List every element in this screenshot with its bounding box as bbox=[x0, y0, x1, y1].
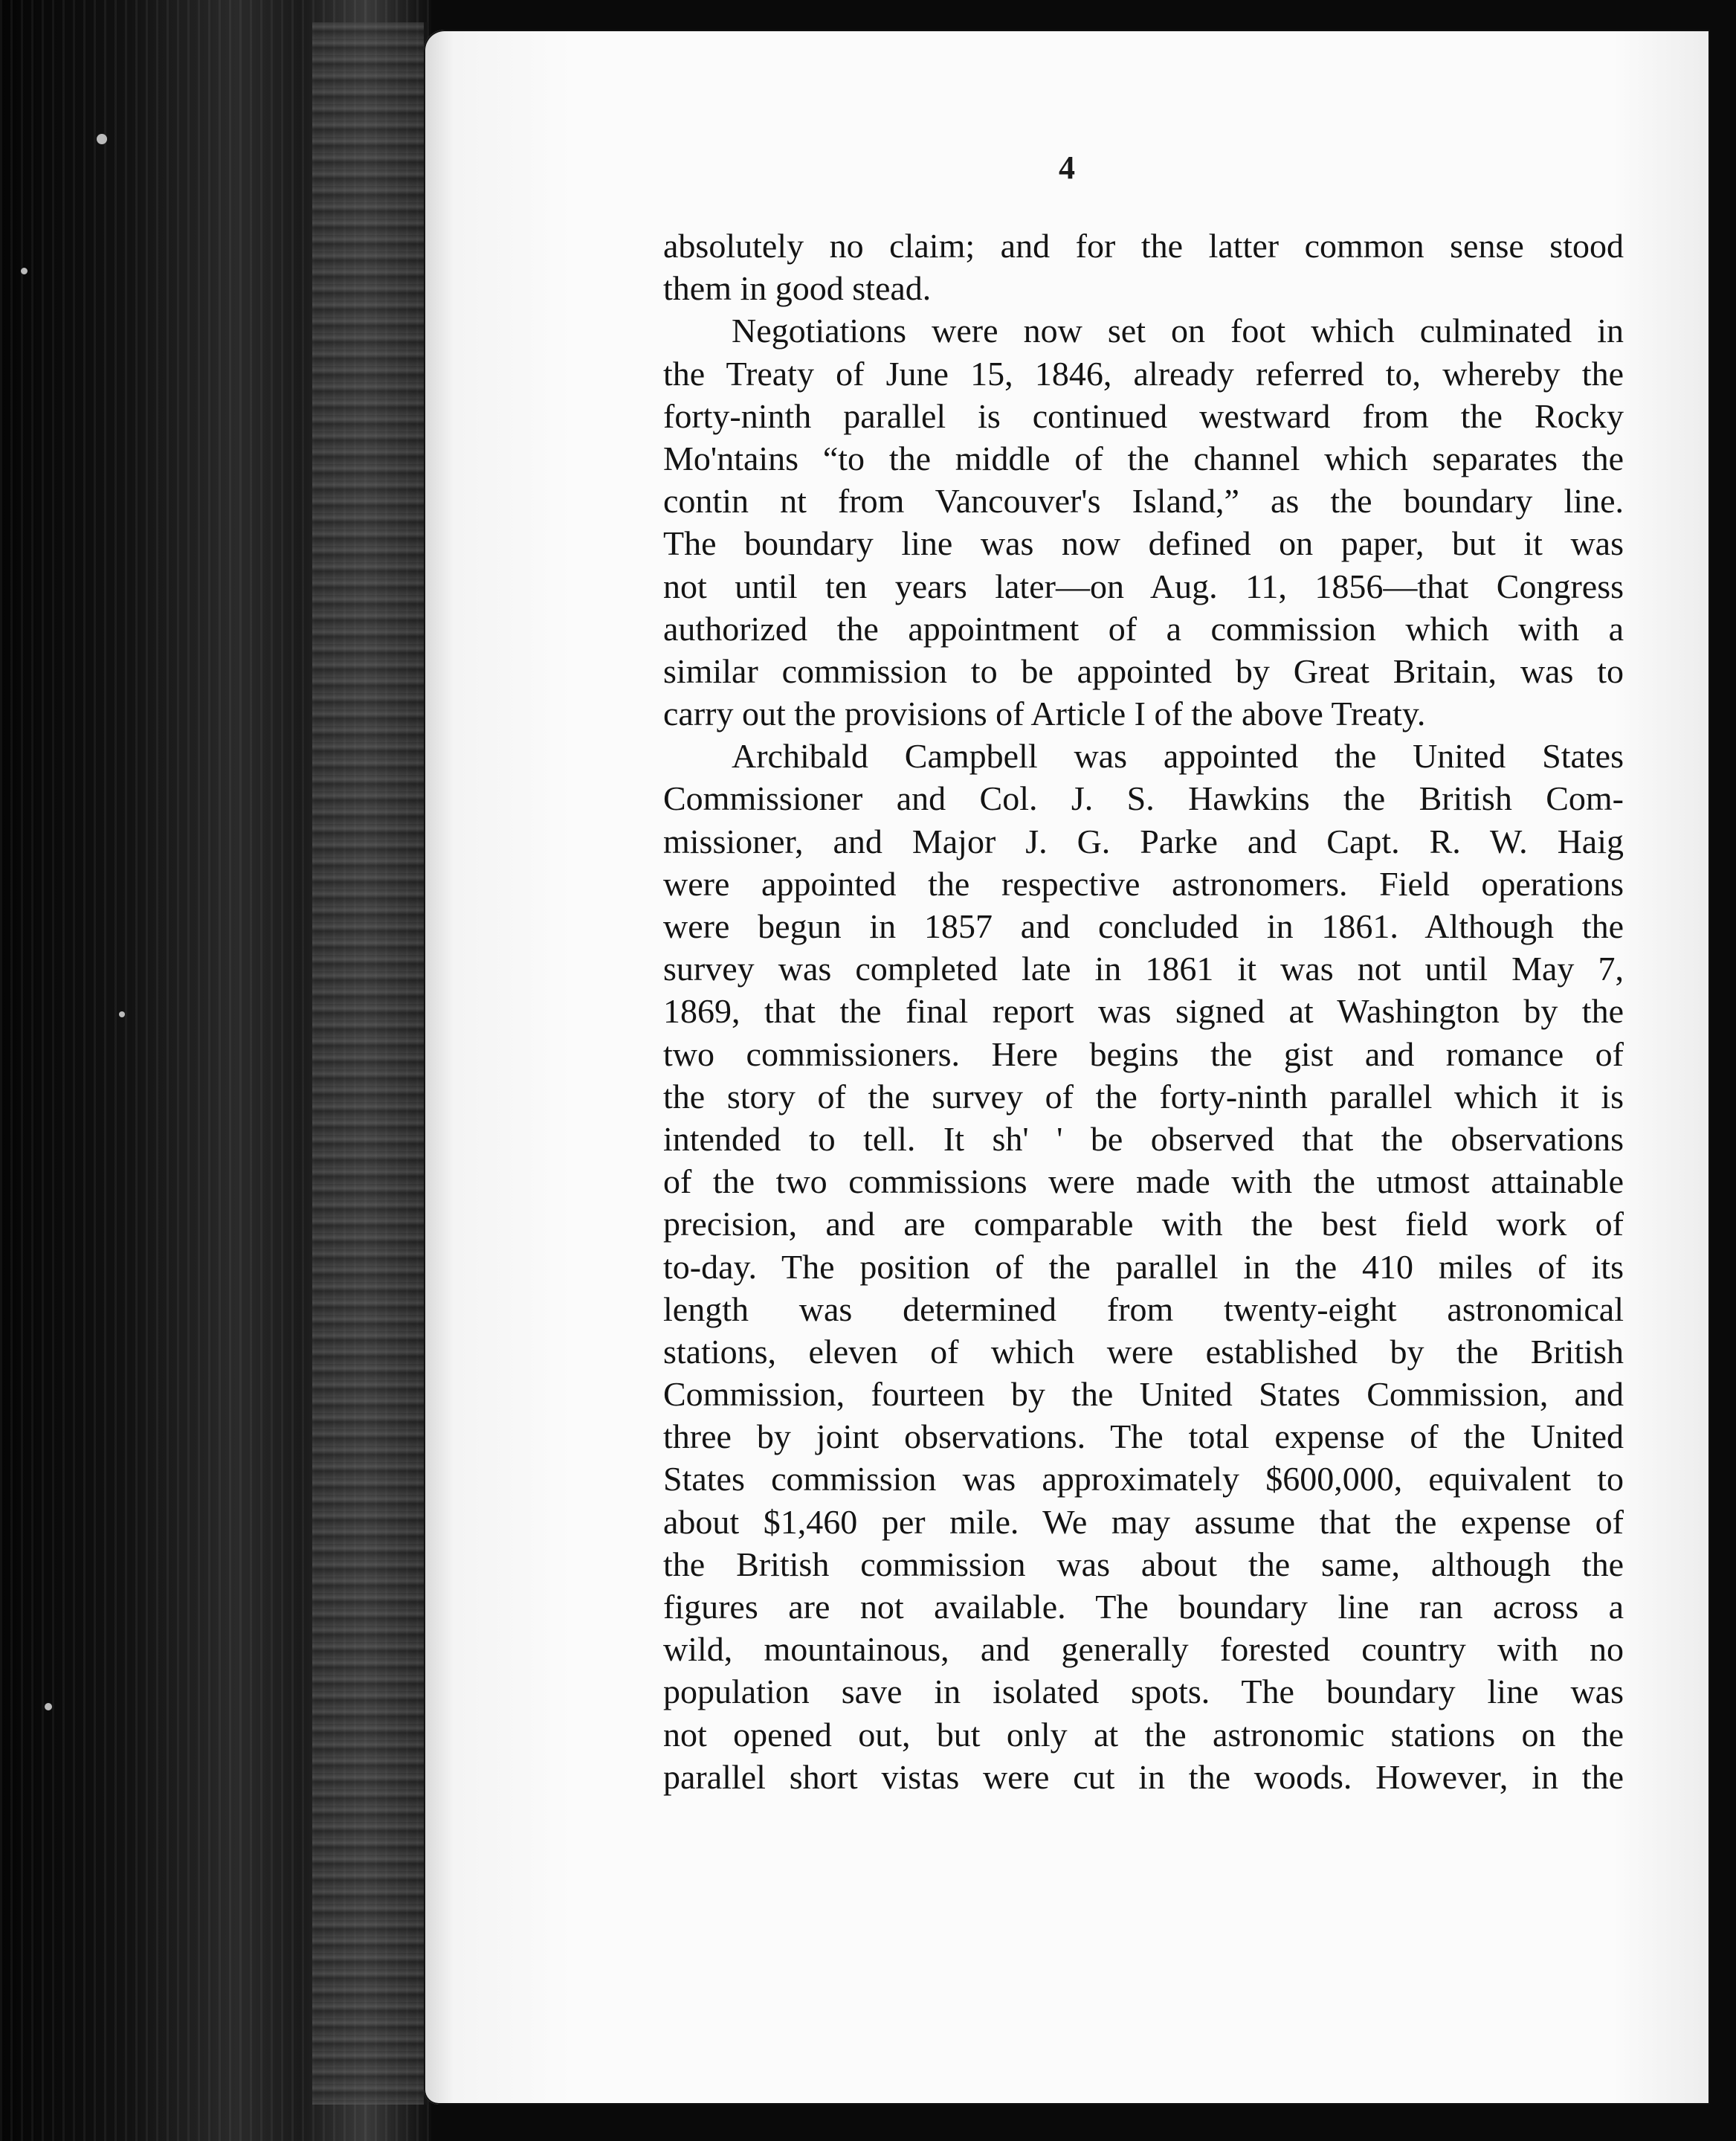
text-line: of the two commissions were made with the utmost attainable bbox=[663, 1162, 1624, 1201]
text-line: intended to tell. It sh' ' be observed that the observations bbox=[663, 1119, 1624, 1158]
text-line: population save in isolated spots. The boundary line was bbox=[663, 1672, 1624, 1711]
book-page bbox=[424, 30, 1710, 2105]
text-line: similar commission to be appointed by Great Britain, was to bbox=[663, 651, 1624, 690]
text-line: States commission was approximately $600,000, equivalent to bbox=[663, 1460, 1624, 1498]
body-text bbox=[663, 225, 1624, 1798]
text-line: missioner, and Major J. G. Parke and Capt. R. W. Haig bbox=[663, 822, 1624, 860]
text-line: the story of the survey of the forty-ninth parallel which it is bbox=[663, 1077, 1624, 1115]
book-spine-edge bbox=[312, 22, 428, 2105]
text-line: the British commission was about the same, although the bbox=[663, 1545, 1624, 1583]
dust-speck bbox=[21, 268, 28, 274]
text-line: authorized the appointment of a commission which with a bbox=[663, 609, 1624, 648]
text-line: were begun in 1857 and concluded in 1861. Although the bbox=[663, 907, 1624, 945]
text-line: three by joint observations. The total expense of the United bbox=[663, 1417, 1624, 1456]
text-line: the Treaty of June 15, 1846, already referred to, whereby the bbox=[663, 354, 1624, 393]
text-line: Mo'ntains “to the middle of the channel which separates the bbox=[663, 439, 1624, 477]
dust-speck bbox=[97, 134, 107, 144]
text-line: not opened out, but only at the astronomic stations on the bbox=[663, 1715, 1624, 1754]
text-line: to-day. The position of the parallel in the 410 miles of its bbox=[663, 1247, 1624, 1286]
text-line: forty-ninth parallel is continued westward from the Rocky bbox=[663, 396, 1624, 435]
text-line: them in good stead. bbox=[663, 269, 932, 308]
text-line: contin nt from Vancouver's Island,” as the boundary line. bbox=[663, 482, 1624, 521]
text-line: precision, and are comparable with the best field work of bbox=[663, 1205, 1624, 1243]
text-line: Commission, fourteen by the United States Commission, and bbox=[663, 1375, 1624, 1414]
text-line: parallel short vistas were cut in the woods. However, in the bbox=[663, 1757, 1624, 1796]
text-line: Commissioner and Col. J. S. Hawkins the British Com- bbox=[663, 779, 1624, 818]
dust-speck bbox=[45, 1703, 52, 1710]
text-line: Archibald Campbell was appointed the United States bbox=[732, 737, 1624, 776]
text-line: two commissioners. Here begins the gist and romance of bbox=[663, 1034, 1624, 1073]
dust-speck bbox=[119, 1011, 125, 1017]
text-line: were appointed the respective astronomers. Field operations bbox=[663, 864, 1624, 903]
text-line: not until ten years later—on Aug. 11, 1856—that Congress bbox=[663, 567, 1624, 605]
text-line: Negotiations were now set on foot which culminated in bbox=[732, 312, 1624, 350]
text-line: 1869, that the final report was signed at Washington by the bbox=[663, 992, 1624, 1031]
text-line: about $1,460 per mile. We may assume that the expense of bbox=[663, 1502, 1624, 1541]
text-line: wild, mountainous, and generally forested country with no bbox=[663, 1630, 1624, 1669]
text-line: carry out the provisions of Article I of the above Treaty. bbox=[663, 695, 1426, 733]
text-line: figures are not available. The boundary line ran across a bbox=[663, 1588, 1624, 1626]
text-line: absolutely no claim; and for the latter common sense stood bbox=[663, 227, 1624, 265]
text-line: The boundary line was now defined on paper, but it was bbox=[663, 524, 1624, 563]
text-line: survey was completed late in 1861 it was not until May 7, bbox=[663, 950, 1624, 988]
text-line: stations, eleven of which were established by the British bbox=[663, 1332, 1624, 1371]
page-number: 4 bbox=[1059, 149, 1075, 186]
text-line: length was determined from twenty-eight astronomical bbox=[663, 1290, 1624, 1328]
